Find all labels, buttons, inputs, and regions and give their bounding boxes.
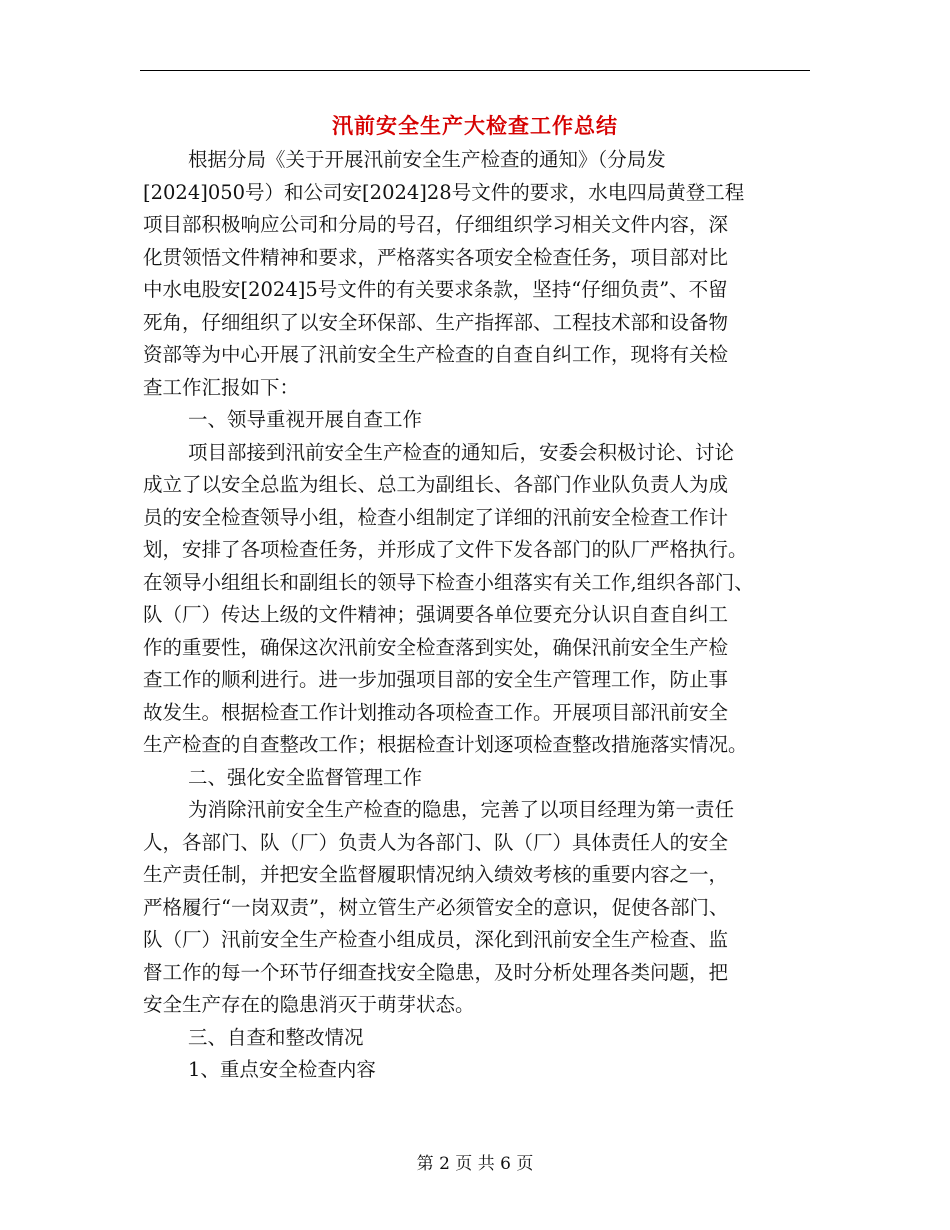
paragraph-line: 督工作的每一个环节仔细查找安全隐患，及时分析处理各类问题，把	[143, 960, 729, 984]
header-rule	[140, 70, 810, 71]
paragraph-line: 为消除汛前安全生产检查的隐患，完善了以项目经理为第一责任	[188, 798, 735, 821]
paragraph-line: 成立了以安全总监为组长、总工为副组长、各部门作业队负责人为成	[143, 473, 729, 496]
paragraph-line: 作的重要性，确保这次汛前安全检查落到实处，确保汛前安全生产检	[143, 635, 729, 659]
paragraph-line: 人，各部门、队（厂）负责人为各部门、队（厂）具体责任人的安全	[143, 830, 729, 854]
section-heading: 三、自查和整改情况	[188, 1025, 364, 1049]
paragraph-line: 生产责任制，并把安全监督履职情况纳入绩效考核的重要内容之一，	[143, 863, 729, 886]
paragraph-line: 查工作的顺利进行。进一步加强项目部的安全生产管理工作，防止事	[143, 668, 729, 691]
paragraph-line: 员的安全检查领导小组，检查小组制定了详细的汛前安全检查工作计	[143, 505, 729, 529]
footer-page-number: 2	[439, 1154, 450, 1174]
document-title: 汛前安全生产大检查工作总结	[332, 113, 618, 138]
paragraph-line: 安全生产存在的隐患消灭于萌芽状态。	[143, 993, 475, 1016]
paragraph-line: 化贯领悟文件精神和要求，严格落实各项安全检查任务，项目部对比	[143, 245, 729, 269]
paragraph-line: 故发生。根据检查工作计划推动各项检查工作。开展项目部汛前安全	[143, 700, 729, 724]
footer-mid: 页 共	[455, 1154, 495, 1174]
paragraph-line: 划，安排了各项检查任务，并形成了文件下发各部门的队厂严格执行。	[143, 538, 748, 561]
paragraph-line: 中水电股安[2024]5号文件的有关要求条款，坚持“仔细负责”、不留	[143, 278, 728, 301]
page-footer	[0, 1152, 950, 1176]
footer-suffix: 页	[516, 1154, 534, 1174]
paragraph-line: [2024]050号）和公司安[2024]28号文件的要求，水电四局黄登工程	[143, 180, 745, 204]
paragraph-line: 根据分局《关于开展汛前安全生产检查的通知》（分局发	[188, 148, 666, 171]
footer-prefix: 第	[416, 1154, 434, 1174]
footer-total-pages: 6	[500, 1154, 511, 1174]
document-body	[143, 144, 815, 1087]
paragraph-line: 队（厂）汛前安全生产检查小组成员，深化到汛前安全生产检查、监	[143, 928, 729, 951]
section-heading: 二、强化安全监督管理工作	[188, 765, 423, 789]
paragraph-line: 查工作汇报如下：	[143, 375, 300, 399]
section-heading: 一、领导重视开展自查工作	[188, 408, 423, 431]
paragraph-line: 在领导小组组长和副组长的领导下检查小组落实有关工作,组织各部门、	[143, 570, 754, 594]
paragraph-line: 死角，仔细组织了以安全环保部、生产指挥部、工程技术部和设备物	[143, 310, 729, 334]
paragraph-line: 项目部接到汛前安全生产检查的通知后，安委会积极讨论、讨论	[188, 440, 735, 464]
subsection-heading: 1、重点安全检查内容	[188, 1058, 376, 1081]
paragraph-line: 资部等为中心开展了汛前安全生产检查的自查自纠工作，现将有关检	[143, 343, 729, 366]
paragraph-line: 项目部积极响应公司和分局的号召，仔细组织学习相关文件内容，深	[143, 213, 729, 236]
paragraph-line: 队（厂）传达上级的文件精神；强调要各单位要充分认识自查自纠工	[143, 603, 729, 626]
paragraph-line: 生产检查的自查整改工作；根据检查计划逐项检查整改措施落实情况。	[143, 733, 748, 756]
paragraph-line: 严格履行“一岗双责”，树立管生产必须管安全的意识，促使各部门、	[143, 895, 729, 919]
